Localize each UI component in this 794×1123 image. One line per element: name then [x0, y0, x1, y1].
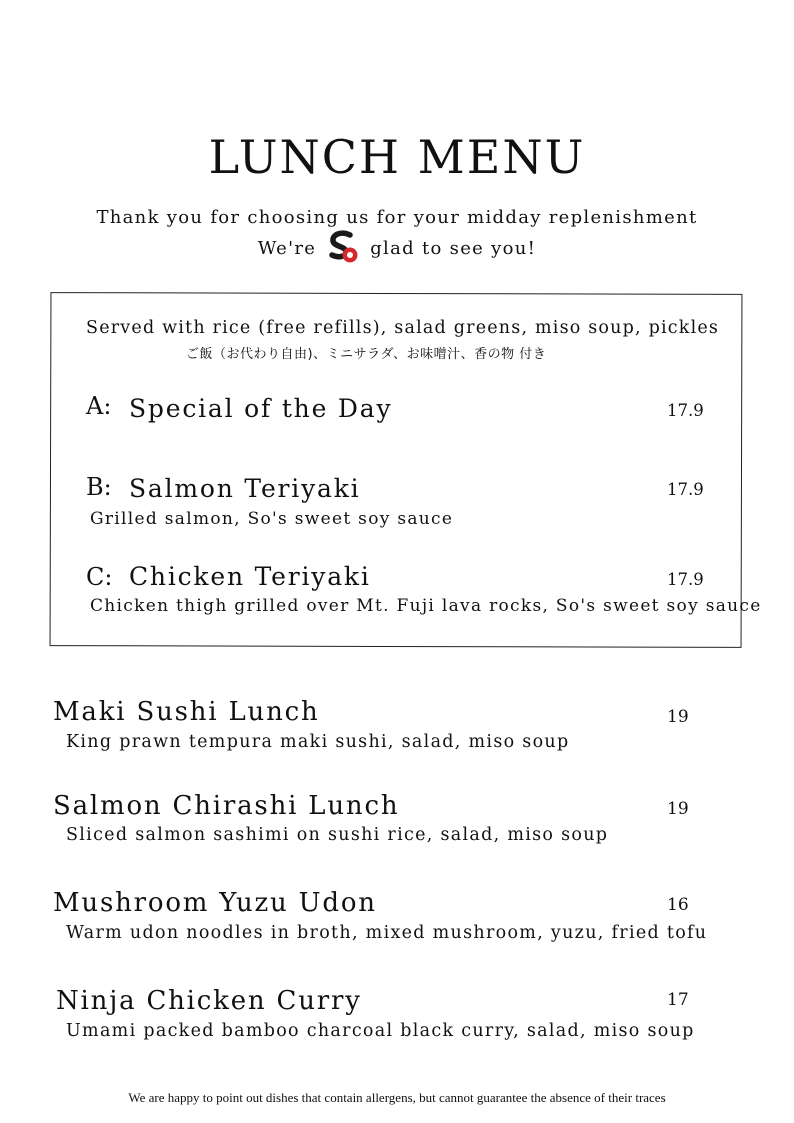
welcome-after: glad to see you! — [370, 237, 537, 259]
item-price: 16 — [667, 895, 689, 915]
item-name: Mushroom Yuzu Udon — [53, 888, 377, 918]
set-c-letter: C: — [86, 563, 113, 591]
allergen-note: We are happy to point out dishes that contain allergens, but cannot guarantee the absence of their traces — [128, 1090, 666, 1105]
item-description: Sliced salmon sashimi on sushi rice, salad, miso soup — [66, 825, 609, 845]
set-c-name: Chicken Teriyaki — [129, 562, 371, 591]
item-description: Umami packed bamboo charcoal black curry, salad, miso soup — [66, 1021, 695, 1041]
item-price: 17 — [667, 990, 689, 1010]
set-b-name: Salmon Teriyaki — [129, 474, 361, 503]
served-with-en: Served with rice (free refills), salad greens, miso soup, pickles — [86, 318, 720, 338]
item-name: Salmon Chirashi Lunch — [53, 791, 400, 821]
welcome-before: We're — [257, 237, 317, 259]
welcome-line — [0, 230, 794, 266]
set-b-price: 17.9 — [667, 480, 704, 499]
set-c-price: 17.9 — [667, 570, 704, 589]
set-a-name: Special of the Day — [129, 394, 393, 423]
tagline: Thank you for choosing us for your midday replenishment — [96, 207, 698, 228]
item-price: 19 — [667, 799, 689, 819]
item-name: Ninja Chicken Curry — [56, 986, 362, 1016]
set-c-description: Chicken thigh grilled over Mt. Fuji lava rocks, So's sweet soy sauce — [90, 596, 762, 616]
menu-title: LUNCH MENU — [208, 130, 586, 184]
served-with-jp: ご飯（お代わり自由)、ミニサラダ、お味噌汁、香の物 付き — [186, 347, 547, 362]
item-description: Warm udon noodles in broth, mixed mushroom, yuzu, fried tofu — [66, 923, 708, 943]
so-logo-icon — [326, 230, 362, 266]
item-price: 19 — [667, 707, 689, 727]
set-b-letter: B: — [86, 473, 112, 501]
item-name: Maki Sushi Lunch — [53, 697, 320, 727]
set-a-letter: A: — [86, 392, 112, 420]
set-b-description: Grilled salmon, So's sweet soy sauce — [90, 509, 454, 529]
set-a-price: 17.9 — [667, 401, 704, 420]
item-description: King prawn tempura maki sushi, salad, miso soup — [66, 732, 570, 752]
